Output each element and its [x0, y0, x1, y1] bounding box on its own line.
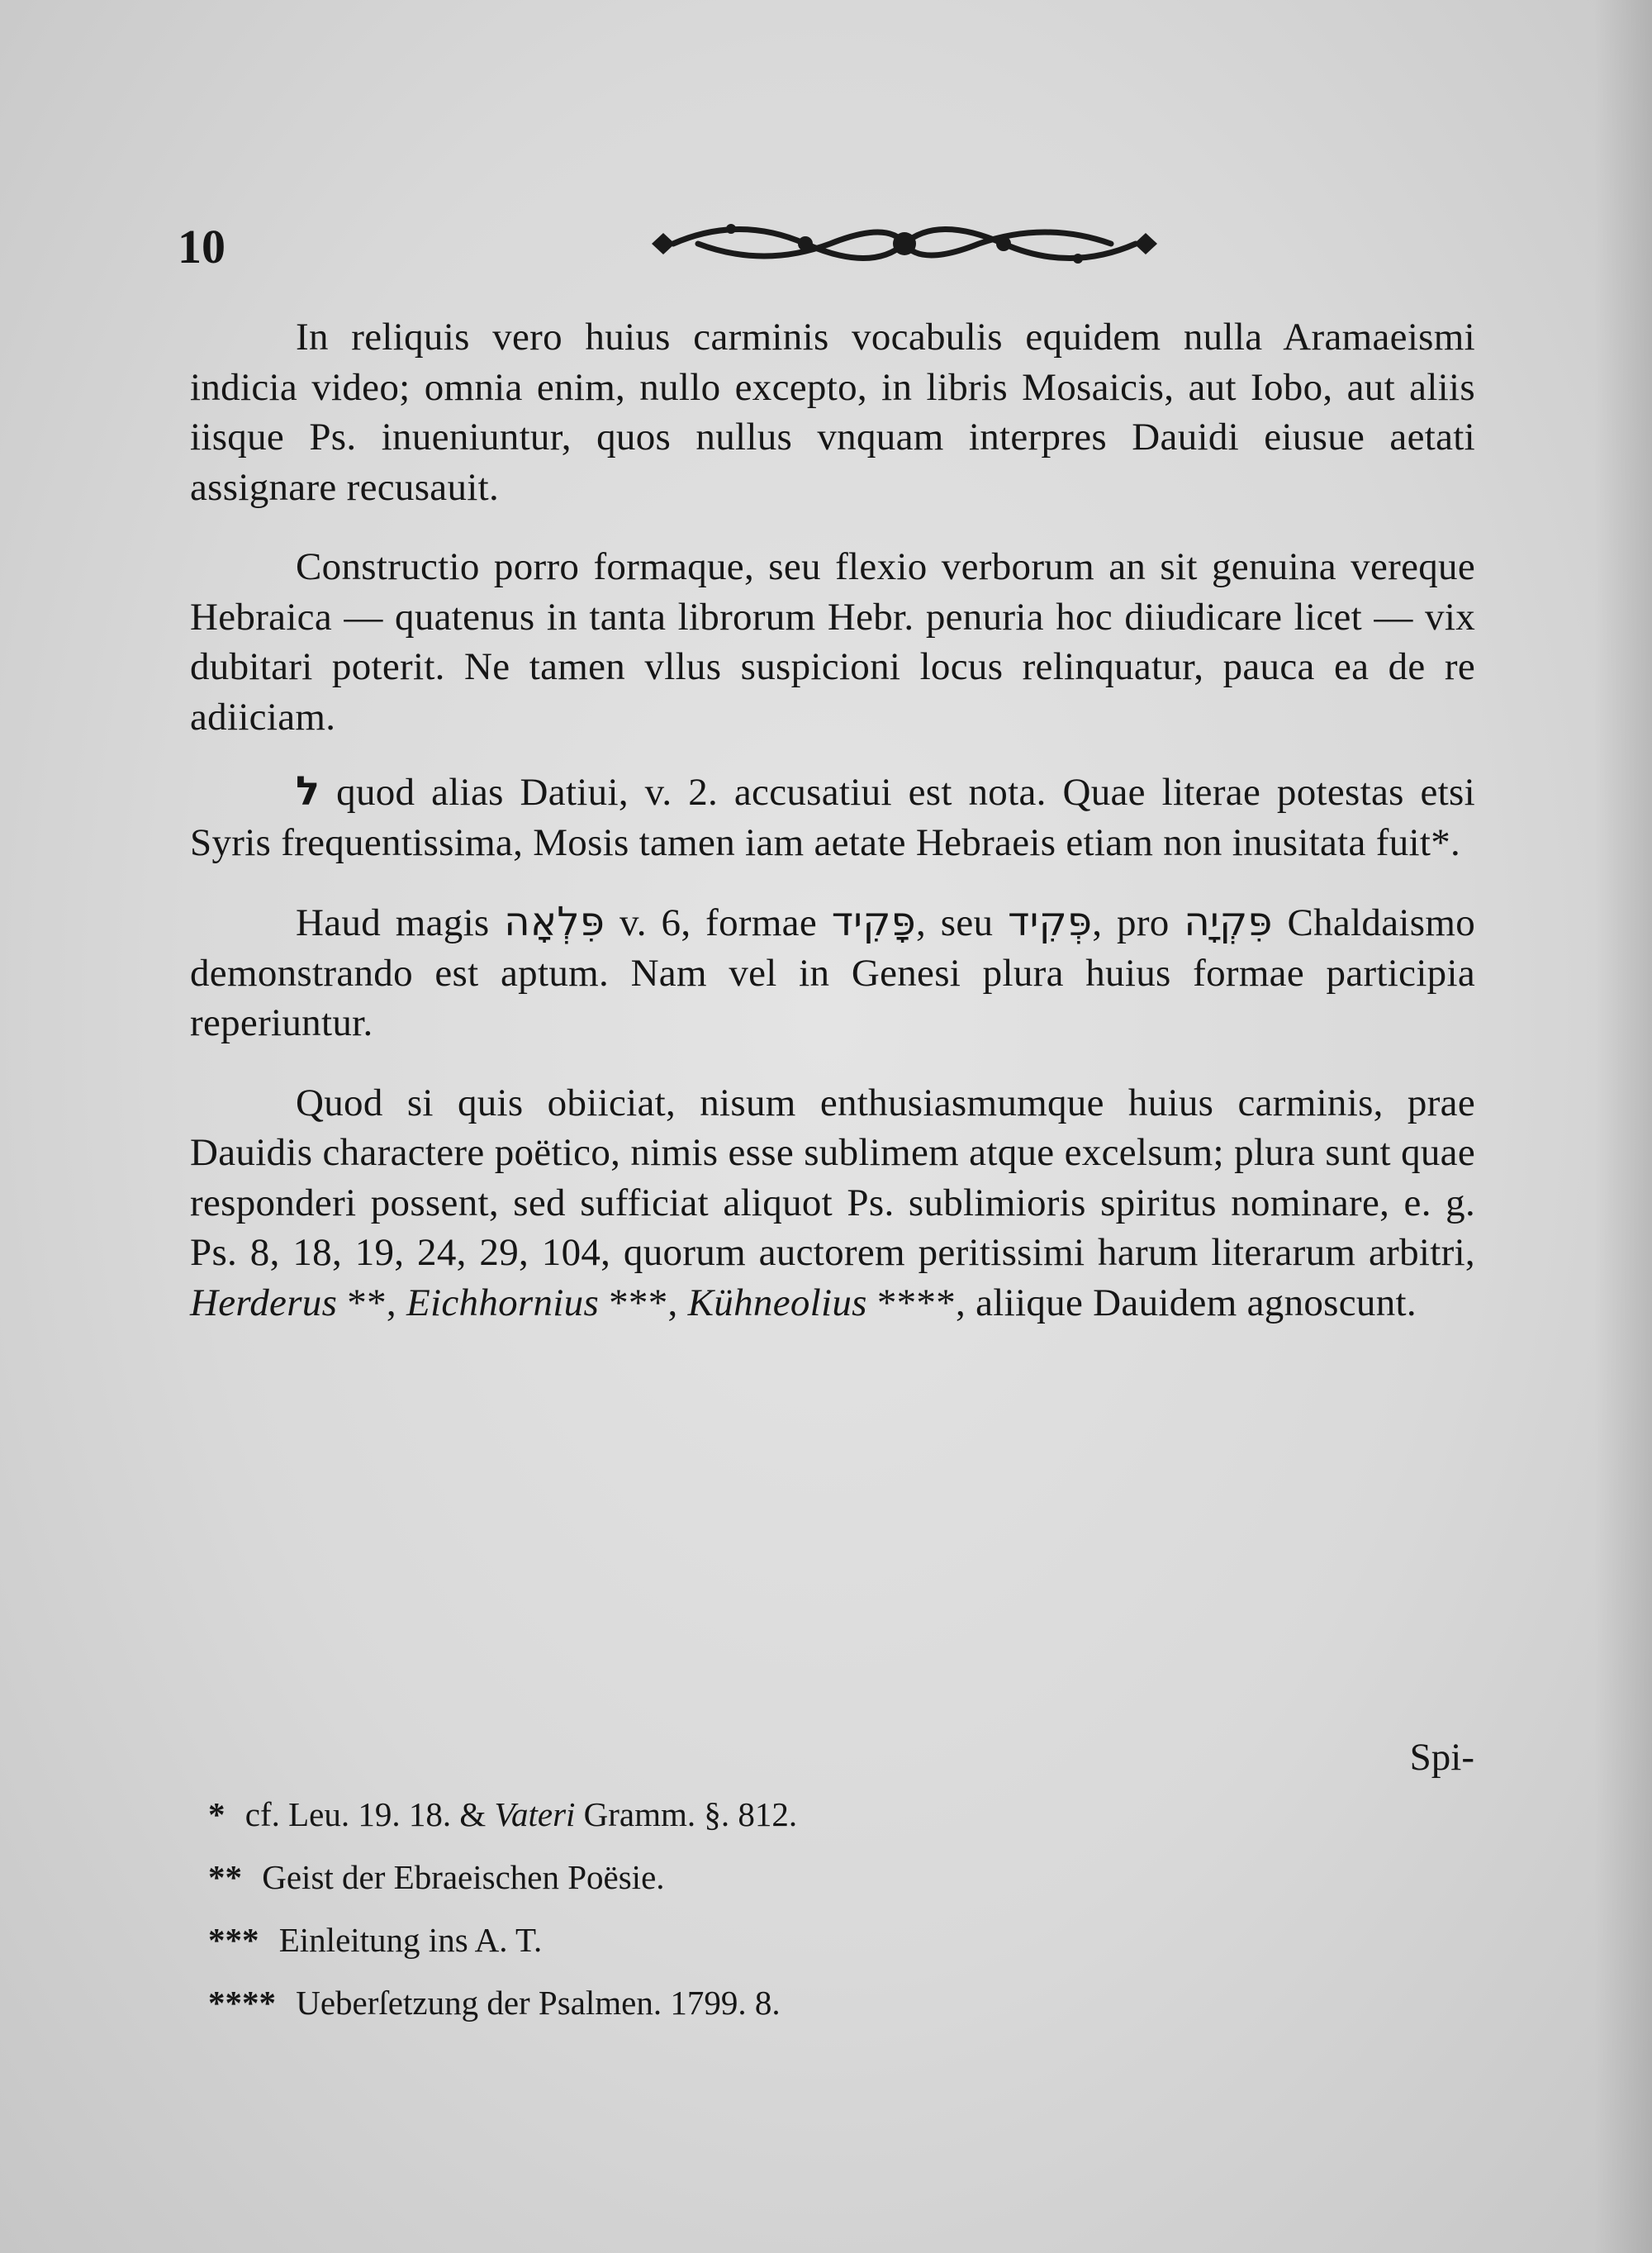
paragraph-enthusiasm: Quod si quis obiiciat, nisum enthusiasmumque huius carminis, prae Dauidis charactere poëtico, nimis esse sublimem atque excelsum; plura sunt quae responderi possent, sed sufficiat aliquot Ps. sublimioris spiritus nominare, e. g. Ps. 8, 18, 19, 24, 29, 104, quorum auctorem peritissimi harum literarum arbitri, Herderus **, Eichhornius ***, Kühneolius ****, aliique Dauidem agnoscunt. — [190, 1081, 1475, 1324]
footnote-text: cf. Leu. 19. 18. & — [244, 1795, 487, 1833]
paragraph-construction — [190, 542, 1475, 742]
hebrew-letter-lamed: ל — [296, 768, 320, 815]
text-segment: v. 6, formae — [619, 901, 818, 944]
text-segment: , seu — [915, 901, 994, 944]
text-segment: Quod si quis obiiciat, nisum enthusiasmumque huius carminis, prae Dauidis charactere poëtico, nimis esse sublimem atque excelsum; plura sunt quae responderi possent, sed sufficiat aliquot Ps. sublimioris spiritus nominare, e. g. Ps. 8, 18, 19, 24, 29, 104, quorum auctorem peritissimi harum literarum arbitri, — [190, 1081, 1475, 1274]
footnote-text: Einleitung ins A. T. — [278, 1921, 543, 1959]
footnote-text: Geist der Ebraeischen Poësie. — [262, 1858, 665, 1896]
main-text — [190, 312, 1475, 1328]
text-segment: , aliique Dauidem agnoscunt. — [956, 1281, 1417, 1324]
hebrew-word: פְּקִיד — [1008, 899, 1093, 945]
author-name: Herderus — [190, 1281, 338, 1324]
footnote-text: Ueberſetzung der Psalmen. 1799. 8. — [296, 1984, 781, 2022]
footnote-mark: * — [208, 1795, 225, 1833]
hebrew-word: פִּלְאָה — [504, 899, 605, 945]
text-segment: Chaldaismo demonstrando est aptum. Nam vel in Genesi plura huius formae participia reperiuntur. — [190, 901, 1476, 1044]
author-name: Kühneolius — [687, 1281, 867, 1324]
footnote-ref: **** — [876, 1281, 957, 1324]
hebrew-word: פָּקִיד — [831, 899, 916, 945]
footnote-mark: **** — [208, 1984, 276, 2022]
paragraph-text: quod alias Datiui, v. 2. accusatiui est nota. Quae literae potestas etsi Syris frequentissima, Mosis tamen iam aetate Hebraeis etiam non inusitata fuit*. — [190, 771, 1475, 864]
footnote-2 — [208, 1846, 1447, 1908]
footnotes — [208, 1783, 1447, 2034]
page-edge-shadow — [1594, 0, 1652, 2253]
paragraph-text: In reliquis vero huius carminis vocabulis equidem nulla Aramaeismi indicia video; omnia enim, nullo excepto, in libris Mosaicis, aut Iobo, aut aliis iisque Ps. inueniuntur, quos nullus vnquam interpres Dauidi eiusue aetati assignare recusauit. — [190, 316, 1475, 509]
page-number: 10 — [178, 220, 225, 273]
footnote-ref: *** — [609, 1281, 668, 1324]
footnote-mark: ** — [208, 1858, 242, 1896]
footnote-1 — [208, 1783, 1447, 1846]
catchword: Spi- — [1409, 1736, 1474, 1779]
page-header — [178, 211, 1499, 277]
paragraph-lamed — [190, 767, 1475, 867]
footnote-4 — [208, 1971, 1447, 2034]
footnote-mark: *** — [208, 1921, 259, 1959]
footnote-text: Gramm. §. 812. — [583, 1795, 798, 1833]
footnote-3 — [208, 1908, 1447, 1971]
paragraph-aramaeism — [190, 312, 1475, 512]
printer-ornament-icon — [640, 211, 1169, 277]
footnote-ref: ** — [347, 1281, 387, 1324]
footnote-author: Vateri — [494, 1795, 576, 1833]
paragraph-forms — [190, 897, 1475, 1048]
hebrew-word: פִּקְיָה — [1184, 899, 1273, 945]
text-segment: Haud magis — [296, 901, 490, 944]
text-segment: , pro — [1092, 901, 1170, 944]
paragraph-text: Constructio porro formaque, seu flexio verborum an sit genuina vereque Hebraica — quatenus in tanta librorum Hebr. penuria hoc diiudicare licet — vix dubitari poterit. Ne tamen vllus suspicioni locus relinquatur, pauca ea de re adiiciam. — [190, 545, 1475, 739]
author-name: Eichhornius — [406, 1281, 600, 1324]
